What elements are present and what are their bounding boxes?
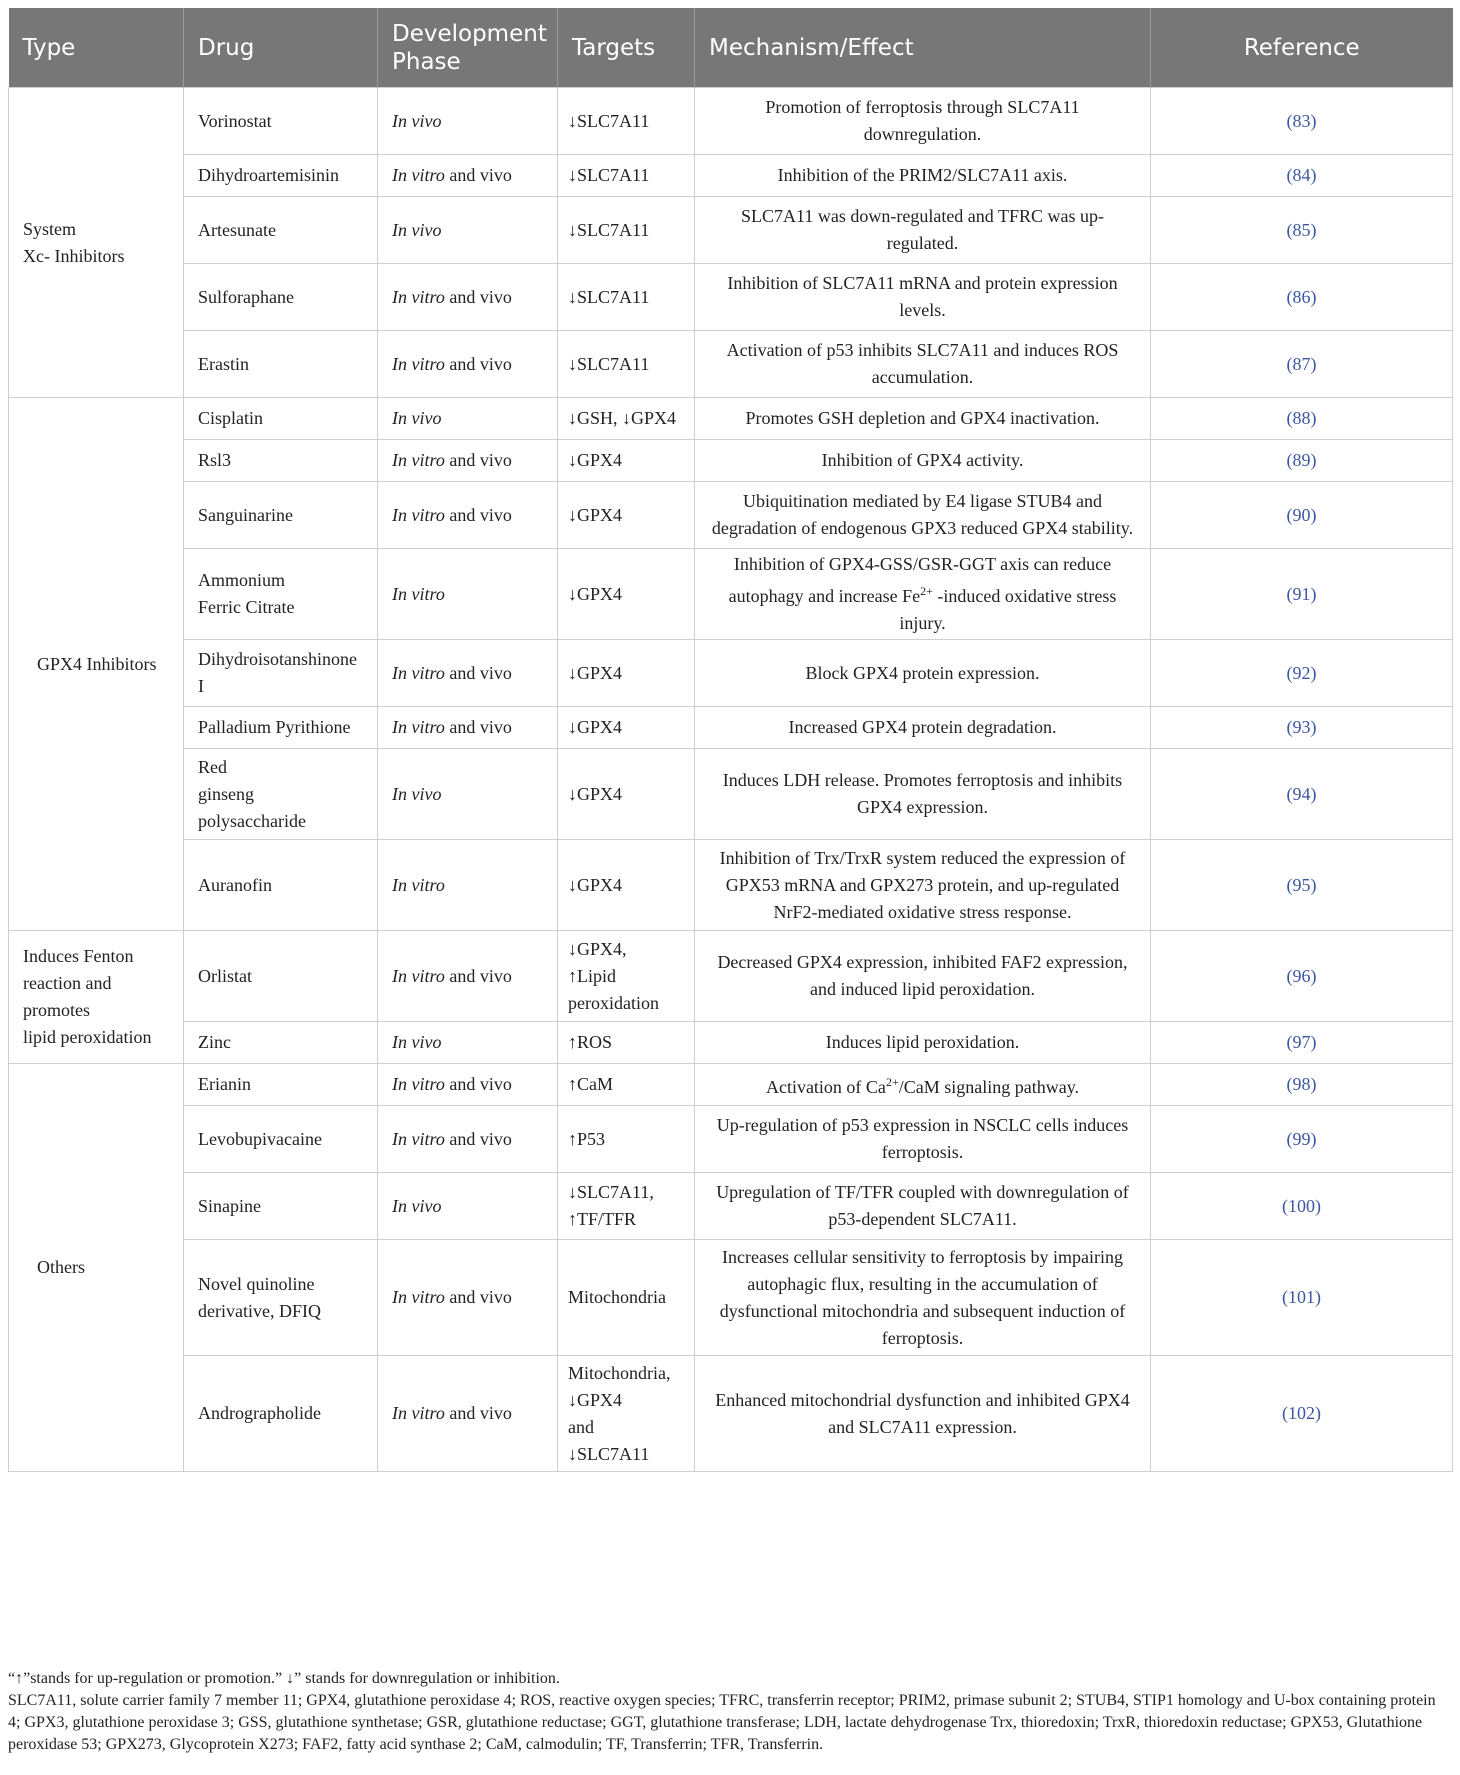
reference-link[interactable]: (87) <box>1151 331 1453 398</box>
table-row <box>9 398 1453 440</box>
targets-cell: ↓GPX4 <box>558 640 695 707</box>
drug-cell: Orlistat <box>184 931 378 1022</box>
table-container <box>8 8 1452 1472</box>
reference-link[interactable]: (99) <box>1151 1106 1453 1173</box>
targets-cell: ↑CaM <box>558 1064 695 1106</box>
table-row <box>9 482 1453 549</box>
phase-cell: In vitro and vivo <box>378 931 558 1022</box>
drug-cell: Dihydroartemisinin <box>184 155 378 197</box>
targets-cell: ↓GPX4 <box>558 749 695 840</box>
targets-cell: ↓SLC7A11 <box>558 331 695 398</box>
type-cell: System Xc- Inhibitors <box>9 88 184 398</box>
table-row <box>9 1173 1453 1240</box>
table-row <box>9 1106 1453 1173</box>
mechanism-cell: Promotes GSH depletion and GPX4 inactivation. <box>695 398 1151 440</box>
mechanism-cell: Activation of p53 inhibits SLC7A11 and induces ROS accumulation. <box>695 331 1151 398</box>
mechanism-cell: SLC7A11 was down-regulated and TFRC was up-regulated. <box>695 197 1151 264</box>
header-targets: Targets <box>558 8 695 88</box>
mechanism-cell: Activation of $Ca^{2+}$/CaM signaling pathway. <box>695 1064 1151 1106</box>
reference-link[interactable]: (97) <box>1151 1022 1453 1064</box>
phase-cell: In vitro and vivo <box>378 1106 558 1173</box>
drug-cell: Erastin <box>184 331 378 398</box>
table-row <box>9 931 1453 1022</box>
reference-link[interactable]: (100) <box>1151 1173 1453 1240</box>
header-drug: Drug <box>184 8 378 88</box>
table-row <box>9 264 1453 331</box>
phase-cell: In vitro and vivo <box>378 640 558 707</box>
phase-cell: In vitro and vivo <box>378 482 558 549</box>
type-cell: Induces Fenton reaction and promotes lipid peroxidation <box>9 931 184 1064</box>
mechanism-cell: Inhibition of the PRIM2/SLC7A11 axis. <box>695 155 1151 197</box>
targets-cell: ↓SLC7A11, ↑TF/TFR <box>558 1173 695 1240</box>
table-row <box>9 640 1453 707</box>
table-row <box>9 840 1453 931</box>
mechanism-cell: Enhanced mitochondrial dysfunction and inhibited GPX4 and SLC7A11 expression. <box>695 1356 1151 1472</box>
drug-table <box>8 8 1453 1472</box>
targets-cell: ↓GPX4 <box>558 482 695 549</box>
mechanism-cell: Decreased GPX4 expression, inhibited FAF2 expression, and induced lipid peroxidation. <box>695 931 1151 1022</box>
table-row <box>9 155 1453 197</box>
reference-link[interactable]: (92) <box>1151 640 1453 707</box>
table-row <box>9 1356 1453 1472</box>
reference-link[interactable]: (90) <box>1151 482 1453 549</box>
targets-cell: ↓SLC7A11 <box>558 88 695 155</box>
drug-cell: Erianin <box>184 1064 378 1106</box>
targets-cell: ↓GPX4 <box>558 707 695 749</box>
targets-cell: ↑P53 <box>558 1106 695 1173</box>
mechanism-cell: Induces lipid peroxidation. <box>695 1022 1151 1064</box>
mechanism-cell: Block GPX4 protein expression. <box>695 640 1151 707</box>
phase-cell: In vivo <box>378 1173 558 1240</box>
drug-cell: Auranofin <box>184 840 378 931</box>
phase-cell: In vitro and vivo <box>378 264 558 331</box>
drug-cell: Sulforaphane <box>184 264 378 331</box>
targets-cell: ↓GPX4, ↑Lipid peroxidation <box>558 931 695 1022</box>
phase-cell: In vivo <box>378 1022 558 1064</box>
mechanism-cell: Inhibition of GPX4-GSS/GSR-GGT axis can reduce autophagy and increase $Fe^{2+}$ -induced oxidative stress injury. <box>695 549 1151 640</box>
reference-link[interactable]: (86) <box>1151 264 1453 331</box>
mechanism-cell: Increases cellular sensitivity to ferroptosis by impairing autophagic flux, resulting in the accumulation of dysfunctional mitochondria and subsequent induction of ferroptosis. <box>695 1240 1151 1356</box>
table-row <box>9 197 1453 264</box>
phase-cell: In vitro and vivo <box>378 707 558 749</box>
phase-cell: In vitro and vivo <box>378 331 558 398</box>
phase-cell: In vivo <box>378 749 558 840</box>
reference-link[interactable]: (101) <box>1151 1240 1453 1356</box>
table-row <box>9 1240 1453 1356</box>
drug-cell: Sinapine <box>184 1173 378 1240</box>
phase-cell: In vitro and vivo <box>378 440 558 482</box>
drug-cell: Vorinostat <box>184 88 378 155</box>
drug-cell: Sanguinarine <box>184 482 378 549</box>
drug-cell: Dihydroisotanshinone I <box>184 640 378 707</box>
mechanism-cell: Promotion of ferroptosis through SLC7A11 downregulation. <box>695 88 1151 155</box>
reference-link[interactable]: (98) <box>1151 1064 1453 1106</box>
table-body <box>9 88 1453 1472</box>
phase-cell: In vitro <box>378 549 558 640</box>
drug-cell: Novel quinoline derivative, DFIQ <box>184 1240 378 1356</box>
table-row <box>9 1022 1453 1064</box>
header-mechanism-effect: Mechanism/Effect <box>695 8 1151 88</box>
drug-cell: Levobupivacaine <box>184 1106 378 1173</box>
reference-link[interactable]: (88) <box>1151 398 1453 440</box>
mechanism-cell: Inhibition of Trx/TrxR system reduced the expression of GPX53 mRNA and GPX273 protein, and up-regulated NrF2-mediated oxidative stress response. <box>695 840 1151 931</box>
table-row <box>9 331 1453 398</box>
reference-link[interactable]: (93) <box>1151 707 1453 749</box>
mechanism-cell: Inhibition of SLC7A11 mRNA and protein expression levels. <box>695 264 1151 331</box>
targets-cell: Mitochondria, ↓GPX4 and ↓SLC7A11 <box>558 1356 695 1472</box>
targets-cell: ↑ROS <box>558 1022 695 1064</box>
footnote-arrows: “↑”stands for up-regulation or promotion.” ↓” stands for downregulation or inhibition. <box>8 1670 560 1687</box>
table-row <box>9 1064 1453 1106</box>
mechanism-cell: Induces LDH release. Promotes ferroptosis and inhibits GPX4 expression. <box>695 749 1151 840</box>
drug-cell: Artesunate <box>184 197 378 264</box>
reference-link[interactable]: (91) <box>1151 549 1453 640</box>
reference-link[interactable]: (96) <box>1151 931 1453 1022</box>
drug-cell: Red ginseng polysaccharide <box>184 749 378 840</box>
drug-cell: Palladium Pyrithione <box>184 707 378 749</box>
mechanism-cell: Increased GPX4 protein degradation. <box>695 707 1151 749</box>
table-row <box>9 707 1453 749</box>
phase-cell: In vitro and vivo <box>378 1356 558 1472</box>
targets-cell: ↓GPX4 <box>558 549 695 640</box>
drug-cell: Cisplatin <box>184 398 378 440</box>
drug-cell: Rsl3 <box>184 440 378 482</box>
targets-cell: ↓GPX4 <box>558 840 695 931</box>
mechanism-cell: Ubiquitination mediated by E4 ligase STUB4 and degradation of endogenous GPX3 reduced GPX4 stability. <box>695 482 1151 549</box>
table-row <box>9 88 1453 155</box>
table-row <box>9 549 1453 640</box>
header-reference: Reference <box>1151 8 1453 88</box>
phase-cell: In vitro and vivo <box>378 155 558 197</box>
table-row <box>9 440 1453 482</box>
targets-cell: Mitochondria <box>558 1240 695 1356</box>
targets-cell: ↓SLC7A11 <box>558 264 695 331</box>
phase-cell: In vivo <box>378 88 558 155</box>
targets-cell: ↓SLC7A11 <box>558 197 695 264</box>
reference-link[interactable]: (94) <box>1151 749 1453 840</box>
targets-cell: ↓GPX4 <box>558 440 695 482</box>
header-type: Type <box>9 8 184 88</box>
phase-cell: In vivo <box>378 197 558 264</box>
type-cell: GPX4 Inhibitors <box>9 398 184 931</box>
phase-cell: In vivo <box>378 398 558 440</box>
mechanism-cell: Up-regulation of p53 expression in NSCLC cells induces ferroptosis. <box>695 1106 1151 1173</box>
reference-link[interactable]: (83) <box>1151 88 1453 155</box>
mechanism-cell: Upregulation of TF/TFR coupled with downregulation of p53-dependent SLC7A11. <box>695 1173 1151 1240</box>
header-row <box>9 8 1453 88</box>
footnote-abbreviations: SLC7A11, solute carrier family 7 member 11; GPX4, glutathione peroxidase 4; ROS, reactive oxygen species; TFRC, transferrin receptor; PRIM2, primase subunit 2; STUB4, STIP1 homology and U-box containing protein 4; GPX3, glutathione peroxidase 3; GSS, glutathione synthetase; GSR, glutathione reductase; GGT, glutathione transferase; LDH, lactate dehydrogenase Trx, thioredoxin; TrxR, thioredoxin reductase; GPX53, Glutathione peroxidase 53; GPX273, Glycoprotein X273; FAF2, fatty acid synthase 2; CaM, calmodulin; TF, Transferrin; TFR, Transferrin. <box>8 1692 1436 1753</box>
phase-cell: In vitro and vivo <box>378 1064 558 1106</box>
reference-link[interactable]: (84) <box>1151 155 1453 197</box>
table-row <box>9 749 1453 840</box>
reference-link[interactable]: (89) <box>1151 440 1453 482</box>
reference-link[interactable]: (85) <box>1151 197 1453 264</box>
phase-cell: In vitro and vivo <box>378 1240 558 1356</box>
mechanism-cell: Inhibition of GPX4 activity. <box>695 440 1151 482</box>
type-cell: Others <box>9 1064 184 1472</box>
targets-cell: ↓GSH, ↓GPX4 <box>558 398 695 440</box>
targets-cell: ↓SLC7A11 <box>558 155 695 197</box>
reference-link[interactable]: (95) <box>1151 840 1453 931</box>
phase-cell: In vitro <box>378 840 558 931</box>
header-development-phase: Development Phase <box>378 8 558 88</box>
drug-cell: Zinc <box>184 1022 378 1064</box>
drug-cell: Andrographolide <box>184 1356 378 1472</box>
reference-link[interactable]: (102) <box>1151 1356 1453 1472</box>
table-header <box>9 8 1453 88</box>
drug-cell: Ammonium Ferric Citrate <box>184 549 378 640</box>
table-footnotes <box>8 1668 1452 1756</box>
